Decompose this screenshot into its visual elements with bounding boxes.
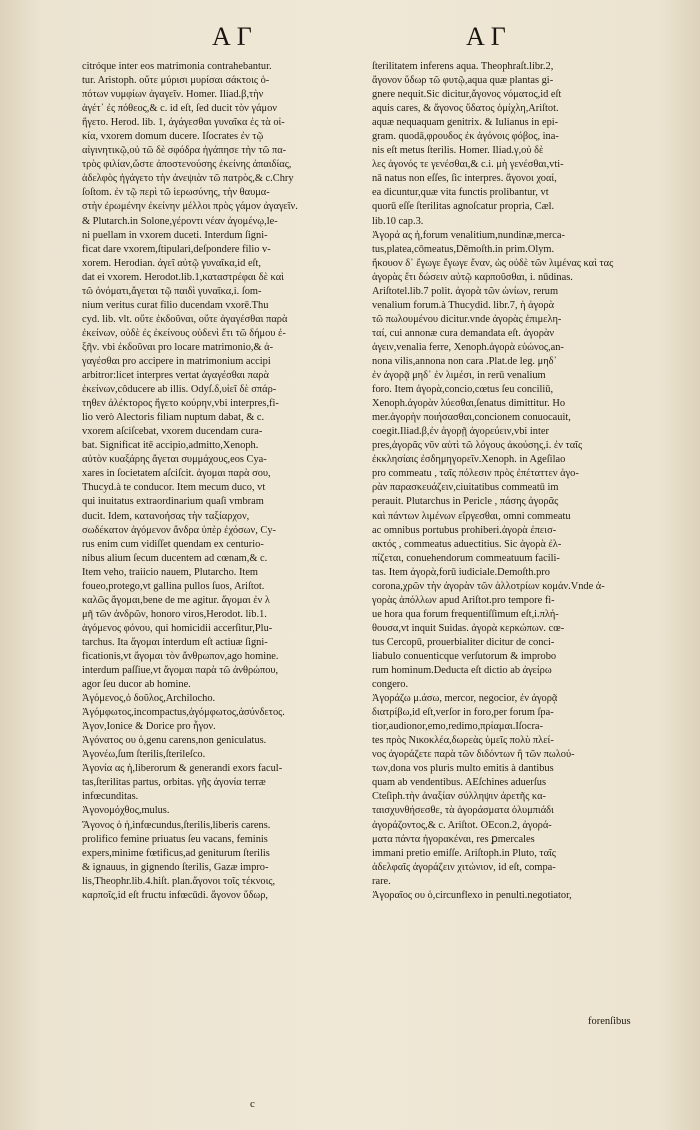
text-line: τρὸς φιλίαν,ὥστε ἀποστενούσης ἐκείνης ἀπαιδίας, [82,159,292,171]
text-line: dat ei vxorem. Herodot.lib.1,καταστρέφαι δὲ καὶ [82,271,284,283]
text-line: αὐτὸν κυαξάρης ἄγεται συμμάχους,eos Cya- [82,454,267,466]
text-line: tarchus. Ita ἄγομαι interdum eſt actiuæ ſigni- [82,636,268,648]
text-line: τῶ ὀνόματι,ἄγεται τῷ παιδὶ γυναῖκα,i. ſom- [82,285,262,297]
text-line: mer.ἀγορὴν ποιήσασθαι,concionem conuocauit, [372,412,571,424]
text-line: Ἀγοραῖος ου ὁ,circunflexo in penulti.negotiator, [372,889,572,901]
text-line: agor ſeu ducor ab homine. [82,679,191,691]
text-line: nona vilis,annona non cara .Plat.de leg. μηδ᾽ [372,355,557,367]
text-line: quam ab vendentibus. AEſchines aduerſus [372,777,547,789]
text-line: gnere nequit.Sic dicitur,ἄγονος νόματος,id eſt [372,89,562,101]
text-line: perauit. Plutarchus in Pericle , πάσης ἀγορᾶς [372,496,559,508]
text-line: rare. [372,875,391,887]
text-line: τῶ πωλουμένου dicitur.vnde ἀγορὰς ἐπιμελη- [372,313,562,325]
text-line: καὶ πάντων λιμένων εἴργεσθαι, omni commeatu [372,510,571,522]
text-line: Cteſiph.τὴν ἀναξίαν σύλληψιν ἀρετῆς κα- [372,791,546,803]
text-line: foueo,protego,vt gallina pullos ſuos, Ariſtot. [82,580,265,592]
text-line: ficationis,vt ἄγομαι τὸν ἄνθρωπον,ago homine. [82,650,279,662]
text-line: tur. Aristoph. οὔτε μύρισι μυρίσαι σάκτοις ὁ- [82,75,270,87]
text-line: Ἀγον,Ionice & Dorice pro ἦγον. [82,721,216,733]
text-line: & ignauus, in gignendo ſterilis, Gazæ impro- [82,861,269,873]
text-line: lib.10 cap.3. [372,215,424,227]
text-line: ἤκουον δ᾽ ἔγωγε ἔγωγε ἔναν, ὡς οὐδὲ τῶν λιμένας καὶ τας [372,257,614,269]
right-column [372,60,642,903]
text-line: λες ἀγονός τε γενέσθαι,& c.i. μὴ γενέσθαι,vti- [372,159,564,171]
text-line: immani pretio emiſſe. Ariſtoph.in Pluto, ταῖς [372,847,556,859]
text-line: ἀγοράζοντος,& c. Ariſtot. OEcon.2, ἀγορά- [372,819,552,831]
text-line: πότων νυμφίων ἀγαγεῖν. Homer. Iliad.β,τὴν [82,89,264,101]
text-line: quorū eſſe ſterilitas agnoſcatur propria, Cæl. [372,201,555,213]
text-line: xorem. Herodian. ἀγεῖ αὐτῷ γυναῖκα,id eſt, [82,257,261,269]
text-line: & Plutarch.in Solone,γέροντι νέαν ἀγομένῳ,le- [82,215,278,227]
text-line: ἀγόμενος φόνου, qui homicidii accerſitur,Plu- [82,622,273,634]
text-line: foro. Item ἀγορὰ,concio,cœtus ſeu conciliū, [372,384,554,396]
text-line: congero. [372,679,409,691]
text-line: Ἀγοράζω μ.άσω, mercor, negocior, ἐν ἀγορᾷ [372,693,558,705]
text-line: ue hora qua forum frequentiſſimum eſt,i.πλή- [372,608,559,620]
text-line: ea dicuntur,quæ vita functis prolibantur, vt [372,187,549,199]
text-line: pres,ἀγορᾶς νῦν αὐτὶ τῶ λόγους ἀκούσης,i. ἐν ταῖς [372,440,583,452]
catchword: forenſibus [588,1016,631,1027]
text-line: νος ἀγοράζετε παρὰ τῶν διδόντων ἢ τῶν πωλού- [372,749,575,761]
text-line: Thucyd.à te conducor. Item mecum duco, vt [82,482,266,494]
text-line: pro commeatu , ταῖς πόλεσιν πρὸς ἐπέταττεν ἀγο- [372,468,579,480]
text-line: nis eſt metus ſterilis. Homer. Iliad.γ,οὐ δὲ [372,145,544,157]
text-line: citróque inter eos matrimonia contrahebantur. [82,61,272,72]
text-line: ni puellam in vxorem duceti. Interdum ſigni- [82,229,268,241]
text-line: tior,audionor,emo,redimo,πρίαμαι.Iſocra- [372,721,544,733]
text-line: ſoſtom. ἐν τῷ περὶ τῶ ἱερωσύνης, τὴν θαυμα- [82,187,270,199]
text-line: infœcunditas. [82,791,139,803]
text-line: nā natus non eſſes, ſic interpres. ἄγονοι χοαί, [372,173,557,185]
text-line: ματα πάντα ἠγορακέναι, res ꝑmercales [372,833,535,845]
text-line: ἐκείνων, οὐδὲ ἐς ἐκείνους οὐδενὶ ἔτι τῶ δήμου ἐ- [82,327,286,339]
left-column [82,60,352,903]
text-line: tus Cercopū, prouerbialiter dicitur de conci- [372,636,555,648]
text-line: Ἀγονομόχθος,mulus. [82,805,170,817]
running-head-left: ΑΓ [212,22,258,51]
text-line: ακτός , commeatus aduectitius. Sic ἀγορὰ ἐλ- [372,538,562,550]
text-line: venalium forum.à Thucydid. libr.7, ἡ ἀγορὰ [372,299,555,311]
text-line: καλῶς ἄγομαι,bene de me agitur. ἄγομαι ἐν λ [82,594,270,606]
text-line: Xenoph.ἀγορὰν λύεσθαι,ſenatus dimittitur. Ho [372,398,566,410]
text-line: διατρίβω,id eſt,verſor in foro,per forum ſpa- [372,707,554,719]
text-line: ἀδελφὸς ἠγάγετο τὴν ἀνεψιὰν τῶ πατρὸς,& c.Chry [82,173,294,185]
text-line: rum hominum.Deducta eſt dictio ab ἀγείρω [372,665,552,677]
text-line: ἥγετο. Herod. lib. 1, ἀγάγεσθαι γυναῖκα ἐς τὰ οἰ- [82,117,285,129]
text-line: Ἀγονέω,ſum ſterilis,ſterileſco. [82,749,206,761]
text-line: ταί, cui annonæ cura demandata eſt. ἀγορὰν [372,327,555,339]
text-line: Ἀγόμενος,ὁ δοῦλος,Archilocho. [82,693,216,705]
text-line: ἀγειν,venalia ferre, Xenoph.ἀγορὰ εὐώνος,an- [372,341,564,353]
text-line: Ariſtotel.lib.7 polit. ἀγορὰ τῶν ὠνίων, rerum [372,285,559,297]
text-line: aquæ nequaquam genitrix. & Iulianus in epi- [372,117,559,129]
text-line: arbitror:licet interpres vertat ἀγαγέσθαι παρὰ [82,370,269,382]
text-line: bat. Significat itē accipio,admitto,Xenoph. [82,440,259,452]
text-line: qui inuitatus extraordinarium quaſi vmbram [82,496,264,508]
text-line: μῆ τῶν ἀνδρῶν, honoro viros,Herodot. lib.1. [82,608,267,620]
text-line: lis,Theophr.lib.4.hiſt. plan.ἄγονοι τοῖς τέκνοις, [82,875,276,887]
text-line: καρποῖς,id eſt fructu infœcūdi. ἄγονον ὕδωρ, [82,889,269,901]
text-line: coegit.Iliad.β,ἐν ἀγορῇ ἀγορεύειν,vbi inter [372,426,549,438]
text-line: αἰγινητικῷ,οὐ τῶ δὲ σφόδρα ἠγάπησε τὴν τῶ πα- [82,145,287,157]
text-line: γορὰς ἀπόλλων apud Ariſtot.pro tempore fi- [372,594,555,606]
text-line: των,dona vos pluris multo emitis à dantibus [372,763,554,775]
text-line: vxorem aſciſcebat, vxorem ducendam cura- [82,426,263,438]
text-line: prolifico femine priuatus ſeu vacans, feminis [82,833,268,845]
text-line: liabulo conuenticque verſutorum & improbo [372,650,557,662]
text-line: gram. quodā,φρουδος ἐκ ἀγόνοις φόβος, ina- [372,131,559,143]
text-line: γαγέσθαι pro accipere in matrimonium accipi [82,355,271,367]
text-line: ἄγονον ὕδωρ τῶ φυτῷ,aqua quæ plantas gi- [372,75,554,87]
text-line: interdum paſſiue,vt ἄγομαι παρὰ τῶ ἀνθρώπου, [82,665,279,677]
text-line: ſterilitatem inferens aqua. Theophraſt.libr.2, [372,61,554,72]
text-line: xares in ſocietatem aſciſcit. ἀγομαι παρὰ σου, [82,468,271,480]
text-line: tas. Item ἀγορὰ,forū iudiciale.Demoſth.pro [372,566,550,578]
text-line: Ἀγόμφωτος,incompactus,ἀγόμφωτος,ἀσύνδετος. [82,707,285,719]
text-line: Ἀγονία ας ἡ,liberorum & generandi exors facul- [82,763,283,775]
text-line: ἀδελφαῖς ἀγοράζειν χιτώνιον, id eſt, compa- [372,861,556,873]
text-line: σωδέκατον ἀγόμενον ἄνδρα ὑπὲρ ἐχόσων, Cy- [82,524,276,536]
text-line: θουσα,vt inquit Suidas. ἀγορὰ κερκώπων. cœ- [372,622,565,634]
signature-mark: c [250,1098,255,1110]
text-line: ἐν ἀγορᾷ μηδ᾽ ἐν λιμέσι, in rerū venalium [372,370,546,382]
text-line: ξῆν. vbi ἐκδοῦναι pro locare matrimonio,& ἀ- [82,341,274,353]
text-line: ἐκκλησίαις ἐσδημηγορεῖν.Xenoph. in Ageſilao [372,454,566,466]
text-line: τηθεν ἀλέκτορος ἤγετο κούρην,vbi interpres,fi- [82,398,279,410]
text-line: nium veritus curat filio ducendam vxorē.Thu [82,299,269,311]
running-head-right: ΑΓ [466,22,512,51]
text-line: ducit. Idem, κατανοήσας τὴν ταξίαρχον, [82,510,250,522]
text-line: στὴν ἐρωμένην ἐκείνην μέλλοι πρὸς γάμον ἀγαγεῖν. [82,201,298,213]
text-line: ficat dare vxorem,ſtipulari,deſpondere filio v- [82,243,271,255]
text-line: aquis cares, & ἄγονος ὕδατος ὁμίχλη,Ariſtot. [372,103,559,115]
text-line: rus enim cum vidiſſet quendam ex centurio- [82,538,264,550]
text-line: tus,platea,cōmeatus,Dēmoſth.in prim.Olym. [372,243,555,255]
text-line: Item veho, traiicio nauem, Plutarcho. Item [82,566,259,578]
text-line: cyd. lib. vlt. οὔτε ἐκδοῦναι, οὔτε ἀγαγέσθαι παρὰ [82,313,288,325]
text-line: tas,ſterilitas partus, orbitas. γῆς ἀγονία terræ [82,777,266,789]
text-line: πίζεται, conuehendorum commeatuum facili- [372,552,560,564]
text-line: lio verò Alectoris filiam nuptum dabat, & c. [82,412,265,424]
text-line: tes πρὸς Νικοκλέα,δωρεὰς ὑμεῖς πολὺ πλεί- [372,735,554,747]
text-line: ταισχυνθήσεσθε, τὰ ἀγοράσματα ὀλυμπιάδι [372,805,554,817]
text-line: expers,minime fœtificus,ad geniturum ſterilis [82,847,270,859]
text-line: ac omnibus portubus prohiberi.ἀγορὰ ἐπεισ- [372,524,557,536]
text-line: ἀγορὰς ἔτι δώσειν αὐτῷ καρποῦσθαι, i. nūdinas. [372,271,573,283]
text-line: Ἄγονος ὁ ἡ,infœcundus,ſterilis,liberis carens. [82,819,271,831]
text-line: ρὰν παρασκευάζειν,ciuitatibus commeatū im [372,482,559,494]
text-line: corona,χρῶν τὴν ἀγορὰν τῶν ἀλλοτρίων κομάν.Vnde ἀ- [372,580,605,592]
text-line: κία, vxorem domum ducere. Iſocrates ἐν τῷ [82,131,264,143]
text-line: Ἀγόνατος ου ὁ,genu carens,non geniculatus. [82,735,267,747]
text-line: nibus alium ſecum ducentem ad cœnam,& c. [82,552,268,564]
text-line: Ἀγορά ας ἡ,forum venalitium,nundinæ,merca- [372,229,565,241]
text-line: ἐκείνων,côducere ab illis. Odyſ.δ,υἱεῖ δὲ σπάρ- [82,384,277,396]
text-line: ἀγέτ᾽ ἐς πόθεος,& c. id eſt, ſed ducit τὸν γάμον [82,103,277,115]
